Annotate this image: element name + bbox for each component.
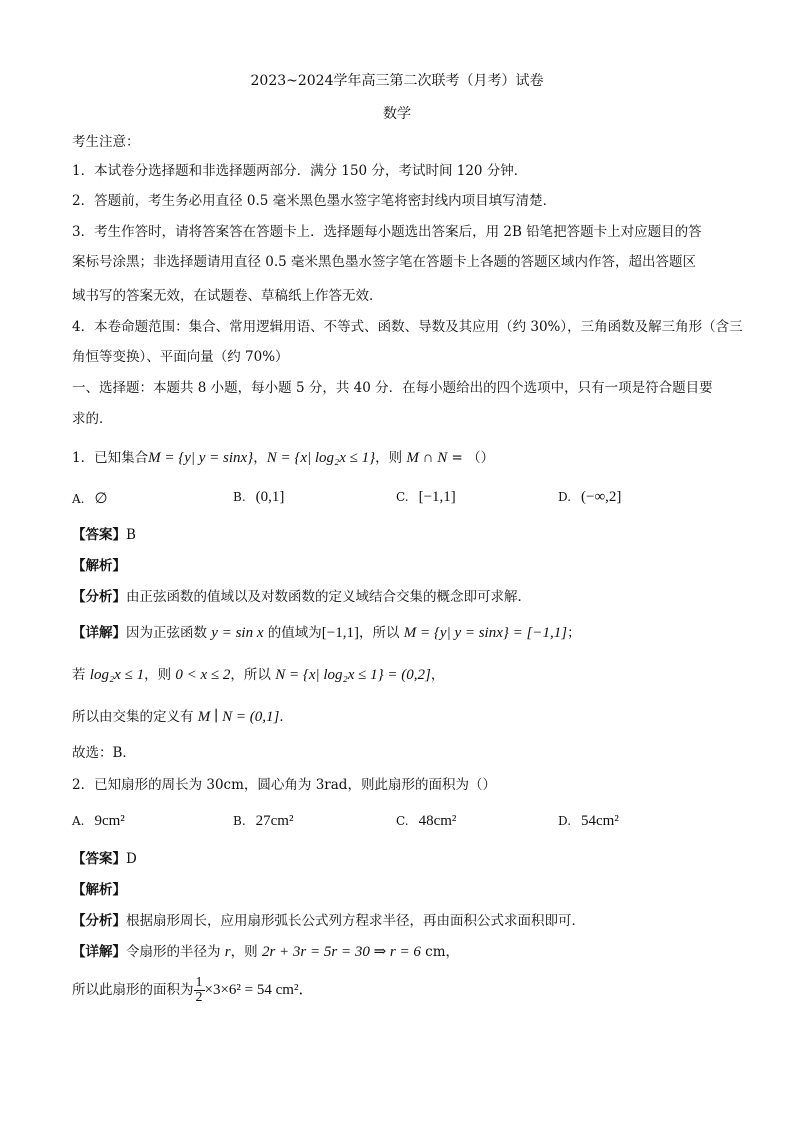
- q1-detail-1e: ，所以: [359, 625, 400, 641]
- section1-intro-line-2: 求的．: [72, 411, 113, 427]
- q2-option-c-value: 48cm²: [418, 813, 457, 829]
- q1-detail-1d: [−1,1]: [321, 625, 359, 641]
- q2-answer-tag: 【答案】: [72, 851, 126, 867]
- q1-detail-2a: 若: [72, 667, 86, 683]
- exam-subject: 数学: [383, 106, 411, 122]
- q1-set-n: N = {x| log₂x ≤ 1}: [266, 450, 376, 466]
- q1-prefix: 1．已知集合: [72, 450, 149, 466]
- q1-stem: [72, 449, 732, 467]
- q1-fenxi: [72, 588, 732, 606]
- q1-detail-2b: log₂x ≤ 1: [89, 667, 145, 683]
- q1-detail-1c: 的值域为: [267, 625, 322, 641]
- q1-detail-2d: 0 < x ≤ 2: [175, 667, 231, 683]
- q1-detail-tag: 【详解】: [72, 625, 126, 641]
- q1-option-d-value: (−∞,2]: [581, 489, 622, 505]
- q2-answer-value: D: [126, 851, 137, 867]
- q1-then: ，则: [375, 450, 403, 466]
- q2-option-d-value: 54cm²: [581, 813, 619, 829]
- q2-detail-tag: 【详解】: [72, 944, 126, 960]
- q1-answer: [72, 526, 732, 544]
- q1-tail: = （）: [447, 450, 495, 466]
- q1-detail-3c: ．: [279, 709, 293, 725]
- q1-option-b-value: (0,1]: [255, 489, 285, 505]
- q1-answer-value: B: [126, 527, 136, 543]
- q1-detail-2g: ，: [430, 667, 445, 683]
- q2-stem: 2．已知扇形的周长为 30cm，圆心角为 3rad，则此扇形的面积为（）: [72, 777, 496, 793]
- q2-answer: [72, 850, 732, 868]
- q1-detail-line-2: [72, 666, 732, 684]
- q1-detail-1b: y = sin x: [211, 625, 264, 641]
- q1-option-d-label: D.: [558, 490, 572, 504]
- notice-item-3-line-3: 域书写的答案无效，在试题卷、草稿纸上作答无效．: [72, 288, 383, 304]
- q1-fenxi-tag: 【分析】: [72, 589, 126, 605]
- q1-option-a-label: A.: [72, 492, 85, 506]
- q2-detail-2b: ×3×6² = 54 cm²．: [204, 982, 314, 998]
- q2-fenxi-text: 根据扇形周长，应用扇形弧长公式列方程求半径，再由面积公式求面积即可．: [126, 913, 585, 929]
- notice-item-4-line-2: 角恒等变换）、平面向量（约 70%）: [72, 349, 289, 365]
- q1-option-b-label: B.: [233, 490, 246, 504]
- q1-fenxi-text: 由正弦函数的值域以及对数函数的定义域结合交集的概念即可求解．: [126, 589, 531, 605]
- q1-set-m: M = {y| y = sinx}: [148, 450, 254, 466]
- exam-title: 2023~2024学年高三第二次联考（月考）试卷: [250, 73, 544, 89]
- notice-item-3-line-2: 案标号涂黑；非选择题请用直径 0.5 毫米黑色墨水签字笔在答题卡上各题的答题区域内作答，超出答题区: [72, 254, 697, 270]
- q2-fraction: [194, 976, 205, 1005]
- q2-option-b-label: B.: [233, 814, 246, 828]
- q2-detail-1d: 2r + 3r = 5r = 30 ⇒ r = 6: [261, 944, 421, 960]
- q1-answer-tag: 【答案】: [72, 527, 126, 543]
- q1-option-c-value: [−1,1]: [418, 489, 456, 505]
- q1-detail-3a: 所以由交集的定义有: [72, 709, 194, 725]
- q1-detail-line-1: [72, 624, 732, 642]
- q2-detail-1c: ，则: [230, 944, 258, 960]
- q2-option-b-value: 27cm²: [255, 813, 294, 829]
- q1-option-d: [558, 489, 621, 506]
- notice-item-3-line-1: 3．考生作答时，请将答案答在答题卡上．选择题每小题选出答案后，用 2B 铅笔把答题卡上对应题目的答: [72, 224, 702, 240]
- q2-fraction-numerator: 1: [195, 975, 203, 990]
- q1-detail-2c: ，则: [144, 667, 172, 683]
- q2-analysis-tag-text: 【解析】: [72, 882, 126, 898]
- q2-option-c-label: C.: [396, 814, 409, 828]
- q1-detail-1a: 因为正弦函数: [126, 625, 207, 641]
- q2-fenxi-tag: 【分析】: [72, 913, 126, 929]
- q2-fenxi: [72, 912, 732, 930]
- q1-detail-line-3: [72, 708, 732, 726]
- q2-option-d: [558, 813, 619, 830]
- q1-option-c-label: C.: [396, 490, 409, 504]
- q2-detail-2a: 所以此扇形的面积为: [72, 982, 194, 998]
- q2-detail-line-2: [72, 975, 732, 1005]
- q1-option-c: [396, 489, 456, 506]
- q2-detail-1a: 令扇形的半径为: [126, 944, 221, 960]
- q2-option-b: [233, 813, 293, 830]
- q2-detail-1b: r: [224, 944, 231, 960]
- q1-detail-2e: ，所以: [230, 667, 271, 683]
- q1-option-b: [233, 489, 284, 506]
- q1-analysis-tag: [72, 557, 732, 575]
- q2-option-a-value: 9cm²: [94, 813, 125, 829]
- q2-detail-1e: cm，: [420, 944, 459, 960]
- q1-option-a-value: ∅: [94, 491, 108, 507]
- q1-choose: 故选：B．: [72, 745, 136, 761]
- notice-item-2: 2．答题前，考生务必用直径 0.5 毫米黑色墨水签字笔将密封线内项目填写清楚．: [72, 193, 557, 209]
- q1-analysis-tag-text: 【解析】: [72, 558, 126, 574]
- q2-fraction-denominator: 2: [195, 990, 203, 1005]
- q1-detail-1f: M = {y| y = sinx} = [−1,1]: [403, 625, 568, 641]
- q1-option-a: [72, 489, 108, 508]
- q2-option-d-label: D.: [558, 814, 572, 828]
- q1-detail-1g: ；: [567, 625, 581, 641]
- notice-item-4-line-1: 4．本卷命题范围：集合、常用逻辑用语、不等式、函数、导数及其应用（约 30%），三角函数及解三角形（含三: [72, 319, 743, 335]
- q1-detail-3b: M ∣ N = (0,1]: [197, 709, 280, 725]
- q1-comma: ，: [253, 450, 267, 466]
- q2-option-a: [72, 813, 125, 830]
- notice-heading: 考生注意：: [72, 134, 140, 150]
- q1-expr: M ∩ N: [406, 450, 448, 466]
- q2-option-c: [396, 813, 456, 830]
- q1-detail-2f: N = {x| log₂x ≤ 1} = (0,2]: [275, 667, 431, 683]
- q2-detail-line-1: [72, 943, 732, 961]
- q2-analysis-tag: [72, 881, 732, 899]
- section1-intro-line-1: 一、选择题：本题共 8 小题，每小题 5 分，共 40 分．在每小题给出的四个选项中，只有一项是符合题目要: [72, 380, 713, 396]
- q2-option-a-label: A.: [72, 814, 85, 828]
- notice-item-1: 1．本试卷分选择题和非选择题两部分．满分 150 分，考试时间 120 分钟．: [72, 163, 528, 179]
